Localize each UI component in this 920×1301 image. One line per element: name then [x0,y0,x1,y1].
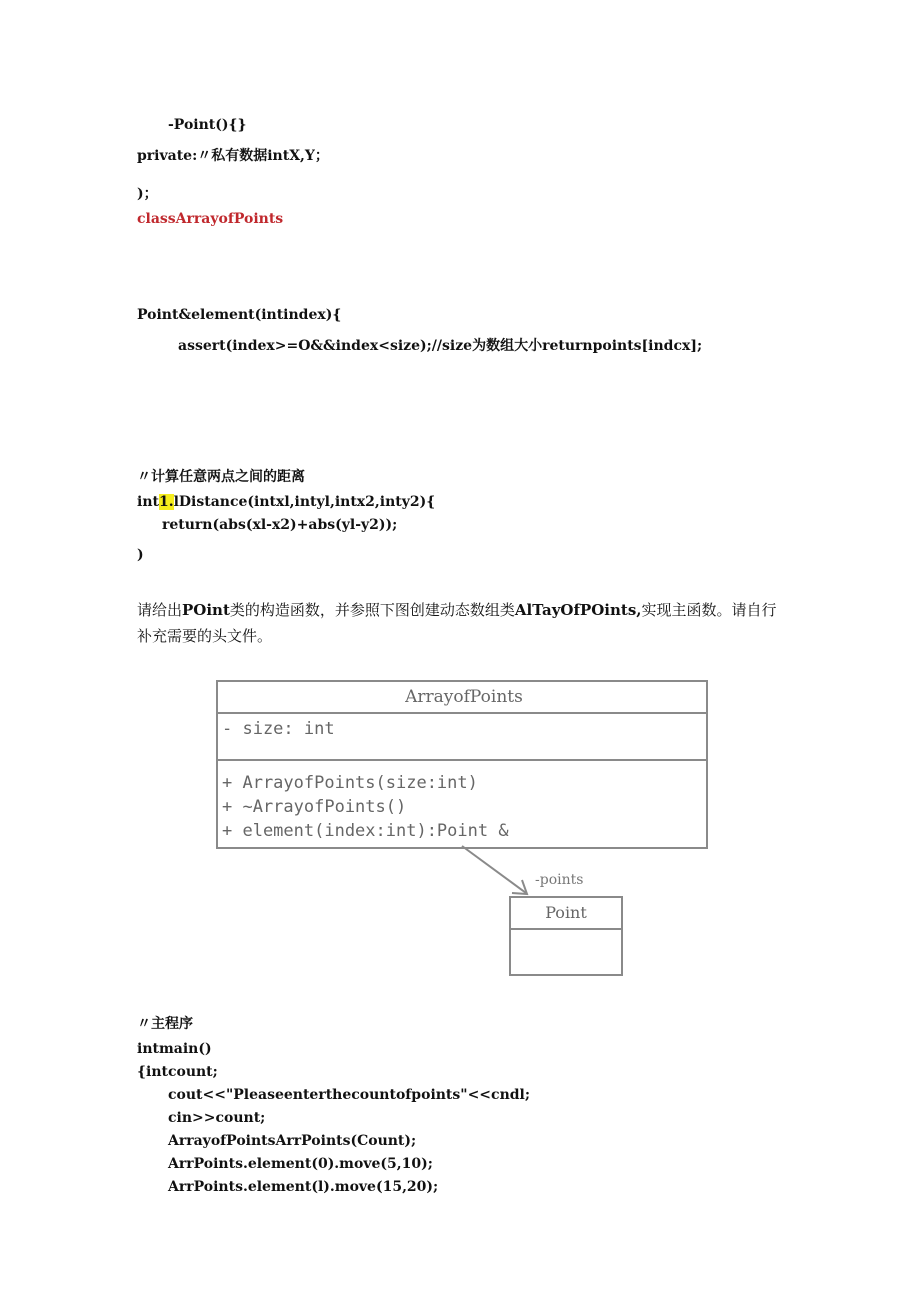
uml-attr-size: - size: int [222,719,335,739]
uml-op-destructor: + ~ArrayofPoints() [222,797,407,817]
code-line-cout: cout<<"Pleaseenterthecountofpoints"<<cndl; [168,1087,531,1103]
code-comment-distance: 〃计算任意两点之间的距离 [137,469,305,485]
code-line-close: ) [137,547,144,563]
code-fn-rest: lDistance(intxl,intyl,intx2,inty2){ [173,494,436,510]
code-fn-prefix: int [137,494,159,510]
uml-class-name: ArrayofPoints [405,687,523,707]
code-line-element-fn: Point&element(intindex){ [137,307,342,323]
uml-point-body [511,930,621,974]
para-keyword-point: POint [182,601,230,619]
code-line-private: private:〃私有数据intX,Y； [137,148,329,164]
code-line-return: return(abs(xl-x2)+abs(yl-y2)); [162,517,398,533]
highlighted-text: 1. [158,494,174,510]
para-text-1: 请给出 [137,601,183,619]
para-keyword-arrayofpoints: AlTayOfPOints, [514,601,642,619]
uml-class-point [509,896,623,976]
code-line-cin: cin>>count; [168,1110,266,1126]
code-line-arrpoints: ArrayofPointsArrPoints(Count); [168,1133,417,1149]
code-line-class-decl: classArrayofPoints [137,211,284,227]
uml-op-constructor: + ArrayofPoints(size:int) [222,773,478,793]
code-line-main: intmain() [137,1041,212,1057]
uml-point-header [511,898,621,930]
para-text-3: 实现主函数。请自行补充需要的头文件。 [137,601,777,645]
code-comment-main: 〃主程序 [137,1016,193,1032]
code-line-intcount: {intcount; [137,1064,218,1080]
uml-point-name: Point [545,903,587,922]
code-line-move-0: ArrPoints.element(0).move(5,10); [168,1156,433,1172]
code-line-class-end: )； [137,186,158,202]
uml-assoc-label: -points [535,872,584,888]
code-line-destructor: -Point(){} [168,117,247,133]
para-text-2: 类的构造函数，并参照下图创建动态数组类 [229,601,515,619]
code-line-move-1: ArrPoints.element(l).move(15,20); [168,1179,439,1195]
uml-op-element: + element(index:int):Point & [222,821,509,841]
code-line-assert: assert(index>=O&&index<size);//size为数组大小returnpoints[indcx]; [178,338,703,354]
